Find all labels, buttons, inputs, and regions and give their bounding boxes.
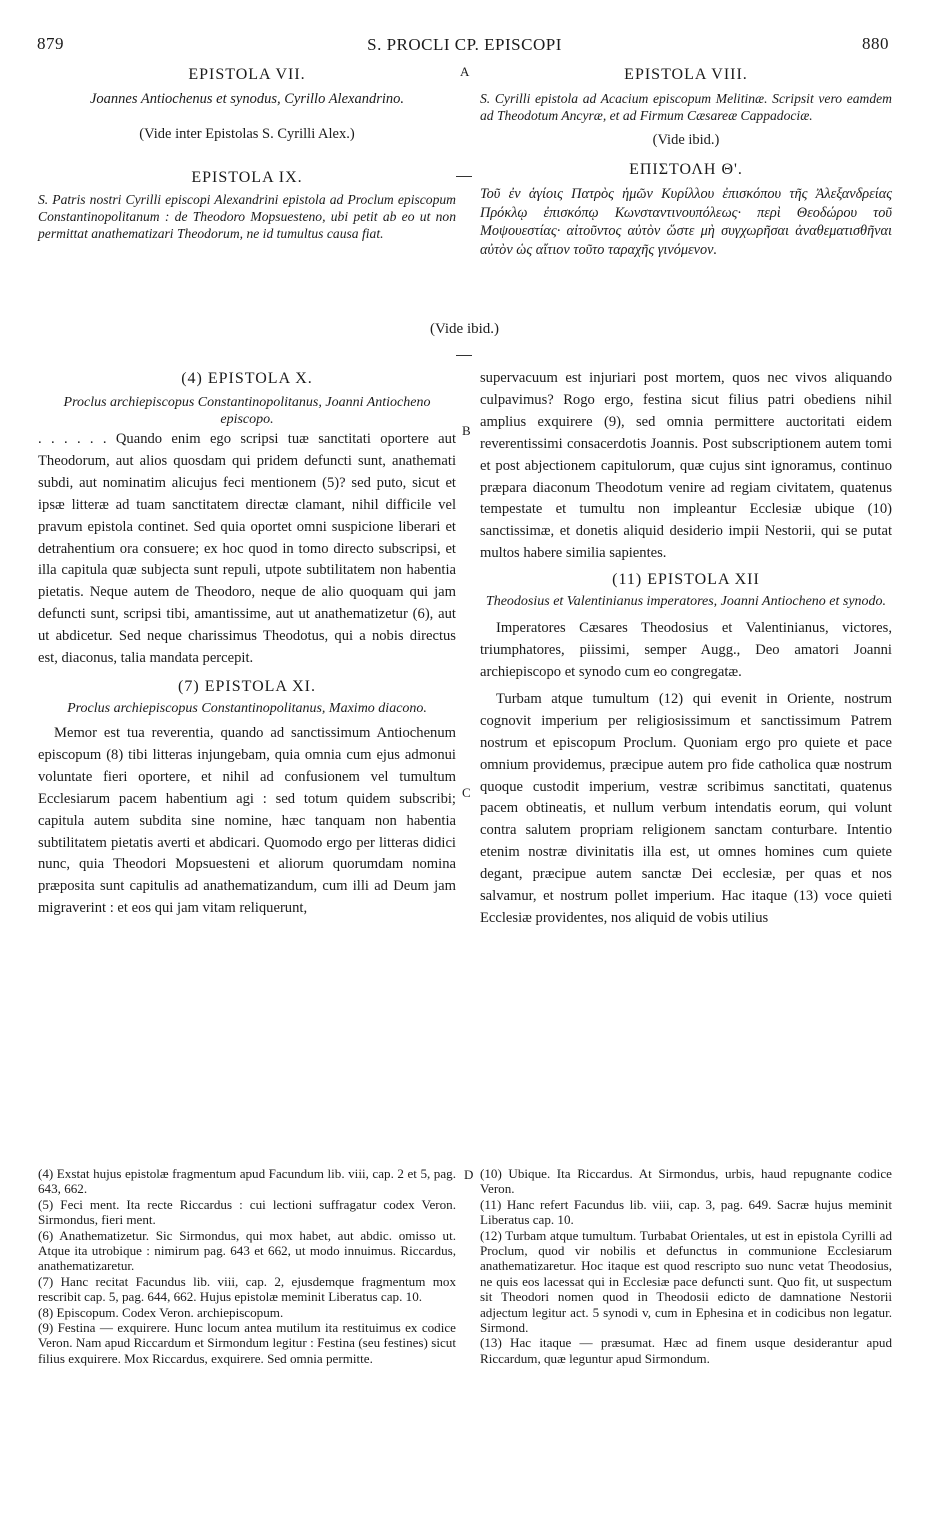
left-column-main <box>38 370 456 920</box>
footnote: (10) Ubique. Ita Riccardus. At Sirmondus, urbis, haud repugnante codice Veron. <box>480 1166 892 1197</box>
epistola-ix-subject: S. Patris nostri Cyrilli episcopi Alexandrini epistola ad Proclum episcopum Constantinopolitanum : de Theodoro Mopsuesteno, ubi petit ab eo ut non permittat anathematizari Theodorum, ne id tumultus causa fiat. <box>38 192 456 241</box>
footnote: (13) Hac itaque — præsumat. Hæc ad finem usque desiderantur apud Riccardum, quæ leguntur apud Sirmondum. <box>480 1335 892 1366</box>
margin-letter-c: C <box>462 785 471 800</box>
footnote: (8) Episcopum. Codex Veron. archiepiscopum. <box>38 1304 284 1320</box>
epistola-vii-title: EPISTOLA VII. <box>188 66 306 83</box>
footnote: (5) Feci ment. Ita recte Riccardus : cui lectioni suffragatur codex Veron. Sirmondus, fieri ment. <box>38 1196 456 1228</box>
epistola-xi-subject: Proclus archiepiscopus Constantinopolitanus, Maximo diacono. <box>67 700 427 716</box>
right-column-main <box>480 368 892 930</box>
epistola-ix-title: EPISTOLA IX. <box>191 169 303 186</box>
epistola-ix-ref: (Vide ibid.) <box>429 321 500 337</box>
epistola-x-subject: Proclus archiepiscopus Constantinopolitanus, Joanni Antiocheno episcopo. <box>63 395 431 427</box>
footnote: (4) Exstat hujus epistolæ fragmentum apud Facundum lib. viii, cap. 2 et 5, pag. 643, 662. <box>38 1166 456 1197</box>
footnote: (6) Anathematizetur. Sic Sirmondus, qui mox habet, aut abdic. omisso ut. Atque ita utrobique : nimirum pag. 643 et 662, ut modo innuimus. Riccardus, anathematizaretur. <box>38 1227 456 1274</box>
footnote: (7) Hanc recitat Facundus lib. viii, cap. 2, ejusdemque fragmentum mox rescribit cap. 5, pag. 644, 662. Hujus epistolæ meminit Liberatus cap. 10. <box>38 1273 456 1305</box>
page-number-right: 880 <box>862 34 889 53</box>
epistola-viii-ref: (Vide ibid.) <box>652 132 720 148</box>
center-rule <box>456 176 472 177</box>
epistola-x-continuation: supervacuum est injuriari post mortem, quos nec vivos aliquando culpavimus? Rogo ergo, festina sicut filius patri obediens nihil amplius exquirere (9), sed omnia permittere auctoritati eidem reverentissimi consacerdotis Joannis. Post subscriptionem autem tomi et post abjectionem capitulorum, quæ cujus sint ignoramus, continuo præpara diaconum Theodotum venire ad regiam civitatem, quatenus tempestate et tumultu non impleantur Ecclesiæ ubique (10) sanctissimæ, et donetis aliquid desiderio impii Nestorii, qui se putat multos habere similia sapientes. <box>480 370 892 562</box>
epistola-vii-subject: Joannes Antiochenus et synodus, Cyrillo Alexandrino. <box>90 91 404 107</box>
right-footnotes <box>480 1166 892 1366</box>
epistola-viii-subject: S. Cyrilli epistola ad Acacium episcopum Melitinæ. Scripsit vero eamdem ad Theodotum Ancyræ, et ad Firmum Cæsareæ Cappadociæ. <box>480 91 892 123</box>
left-column-top <box>38 66 456 242</box>
footnote: (12) Turbam atque tumultum. Turbabat Orientales, ut est in epistola Cyrilli ad Proclum, quod vir nobilis et defunctus in communione Ecclesiarum anathematizaretur. Hoc itaque est quod rescripto suo nunc vetat Theodosius, ne quis eos lacessat qui in Ecclesiæ pace defuncti sunt. Quo fit, ut suspectum sit Theodori nomen quod in Theodosii edicto de damnatione Nestorii adjectum legitur act. 5 synodi v, cum in Ephesina et in codicibus non legatur. Sirmond. <box>480 1227 892 1336</box>
margin-letter-b: B <box>462 423 471 438</box>
left-footnotes <box>38 1166 456 1366</box>
epistola-xii-salutation: Imperatores Cæsares Theodosius et Valentinianus, victores, triumphatores, piissimi, semper Augg., Deo amatori Joanni archiepiscopo et synodo cum eo congregatæ. <box>480 620 892 680</box>
epistola-xi-text: Memor est tua reverentia, quando ad sanctissimum Antiochenum episcopum (8) tibi litteras injungebam, quia omnia cum ejus admonui voluntate fieri oportere, et nihil ad confusionem vel tumultum Ecclesiarum pacem habentium agi : sed totum quidem subscribi; capitula autem subdita sine nomine, hæc tanquam non habentia subtilitatem pietatis averti et abdicari. Quomodo ergo per litteras didici nunc, quia Theodori Mopsuesteni et aliorum quorumdam nomina præposita sunt capitulis ad anathematizandum, cum illi ad Deum jam migraverint : et eos qui jam vitam reliquerunt, <box>38 724 456 917</box>
epistola-xii-subject: Theodosius et Valentinianus imperatores, Joanni Antiocheno et synodo. <box>485 594 887 610</box>
center-rule <box>456 355 472 356</box>
margin-letter-a: A <box>460 64 470 79</box>
epistola-ix-greek-title: ΕΠΙΣΤΟΛΗ Θ'. <box>629 161 743 178</box>
epistola-xi-title: (7) EPISTOLA XI. <box>178 677 316 695</box>
epistola-x-title: (4) EPISTOLA X. <box>181 370 313 387</box>
right-column-top <box>480 66 892 259</box>
page-number-left: 879 <box>37 34 64 53</box>
epistola-ix-greek-text: Τοῦ ἐν ἁγίοις Πατρὸς ἡμῶν Κυρίλλου ἐπισκόπου τῆς Ἀλεξανδρείας Πρόκλῳ ἐπισκόπῳ Κωνσταντινουπόλεως· περὶ Θεοδώρου τοῦ Μοψουεστίας· αἰτοῦντος αὐτὸν ὥστε μὴ συγχωρῆσαι ἀναθεματισθῆναι αὐτὸν ὡς αἴτιον τοῦτο ταραχῆς γινόμενον. <box>480 186 892 258</box>
epistola-viii-title: EPISTOLA VIII. <box>624 66 748 83</box>
epistola-xii-title: (11) EPISTOLA XII <box>612 571 760 589</box>
epistola-x-text: . . . . . . Quando enim ego scripsi tuæ sanctitati oportere aut Theodorum, aut alios quosdam qui pridem defuncti sunt, anathemati subdi, aut nominatim alicujus feci mentionem (5)? sed puto, sicut et ipsæ litteræ ad tuam sanctitatem directæ clamant, nihil difficile vel pravum epistola continet. Sed quia oportet omni suspicione liberari et detrahentium ora consuere; ex hoc quod in tomo directo subscripsi, et illa capitula quæ subjecta sunt repuli, utpote subtilitatem non habentia pietatis. Neque autem de Theodoro, neque de alio quoquam qui jam defuncti sunt, scripsi tibi, amantissime, aut ut anathematizetur (6), aut ut abdicetur. Sed neque charissimus Theodotus, qui a nobis directus est, diaconus, talia mandata percepit. <box>38 431 456 667</box>
epistola-vii-ref: (Vide inter Epistolas S. Cyrilli Alex.) <box>139 126 355 142</box>
running-title: S. PROCLI CP. EPISCOPI <box>367 35 562 54</box>
footnote: (9) Festina — exquirere. Hunc locum antea mutilum ita restituimus ex codice Veron. Nam apud Riccardum et Sirmondum legitur : Festina (seu festines) sicut filius exquirere. Mox Riccardus, exquirere. Sed omnia permitte. <box>38 1320 456 1366</box>
footnote: (11) Hanc refert Facundus lib. viii, cap. 3, pag. 649. Sacræ hujus meminit Liberatus cap. 10. <box>480 1196 892 1228</box>
margin-letter-d: D <box>464 1167 474 1182</box>
epistola-xii-text: Turbam atque tumultum (12) qui evenit in Oriente, nostrum cognovit imperium per religiosissimum et sanctissimum Patrem nostrum et episcopum Proclum. Quoniam ergo pro quiete et pace omnium providemus, præcipue autem pro fide catholica quæ nostrum quoque custodit imperium, vestræ scribimus sanctitati, quatenus pacem obtineatis, et nullum verbum intendatis eorum, qui volunt contra salutem propriam religionem sanctam conturbare. Intentio etenim nostræ divinitatis illa est, ut omnes homines cum quiete degant, præcipue autem sanctæ Dei ecclesiæ, per quas et nos salvamur, et nostrum pollet imperium. Hac itaque (13) voce quieti Ecclesiæ providentes, nos aliquid de vobis utilius <box>480 690 892 926</box>
